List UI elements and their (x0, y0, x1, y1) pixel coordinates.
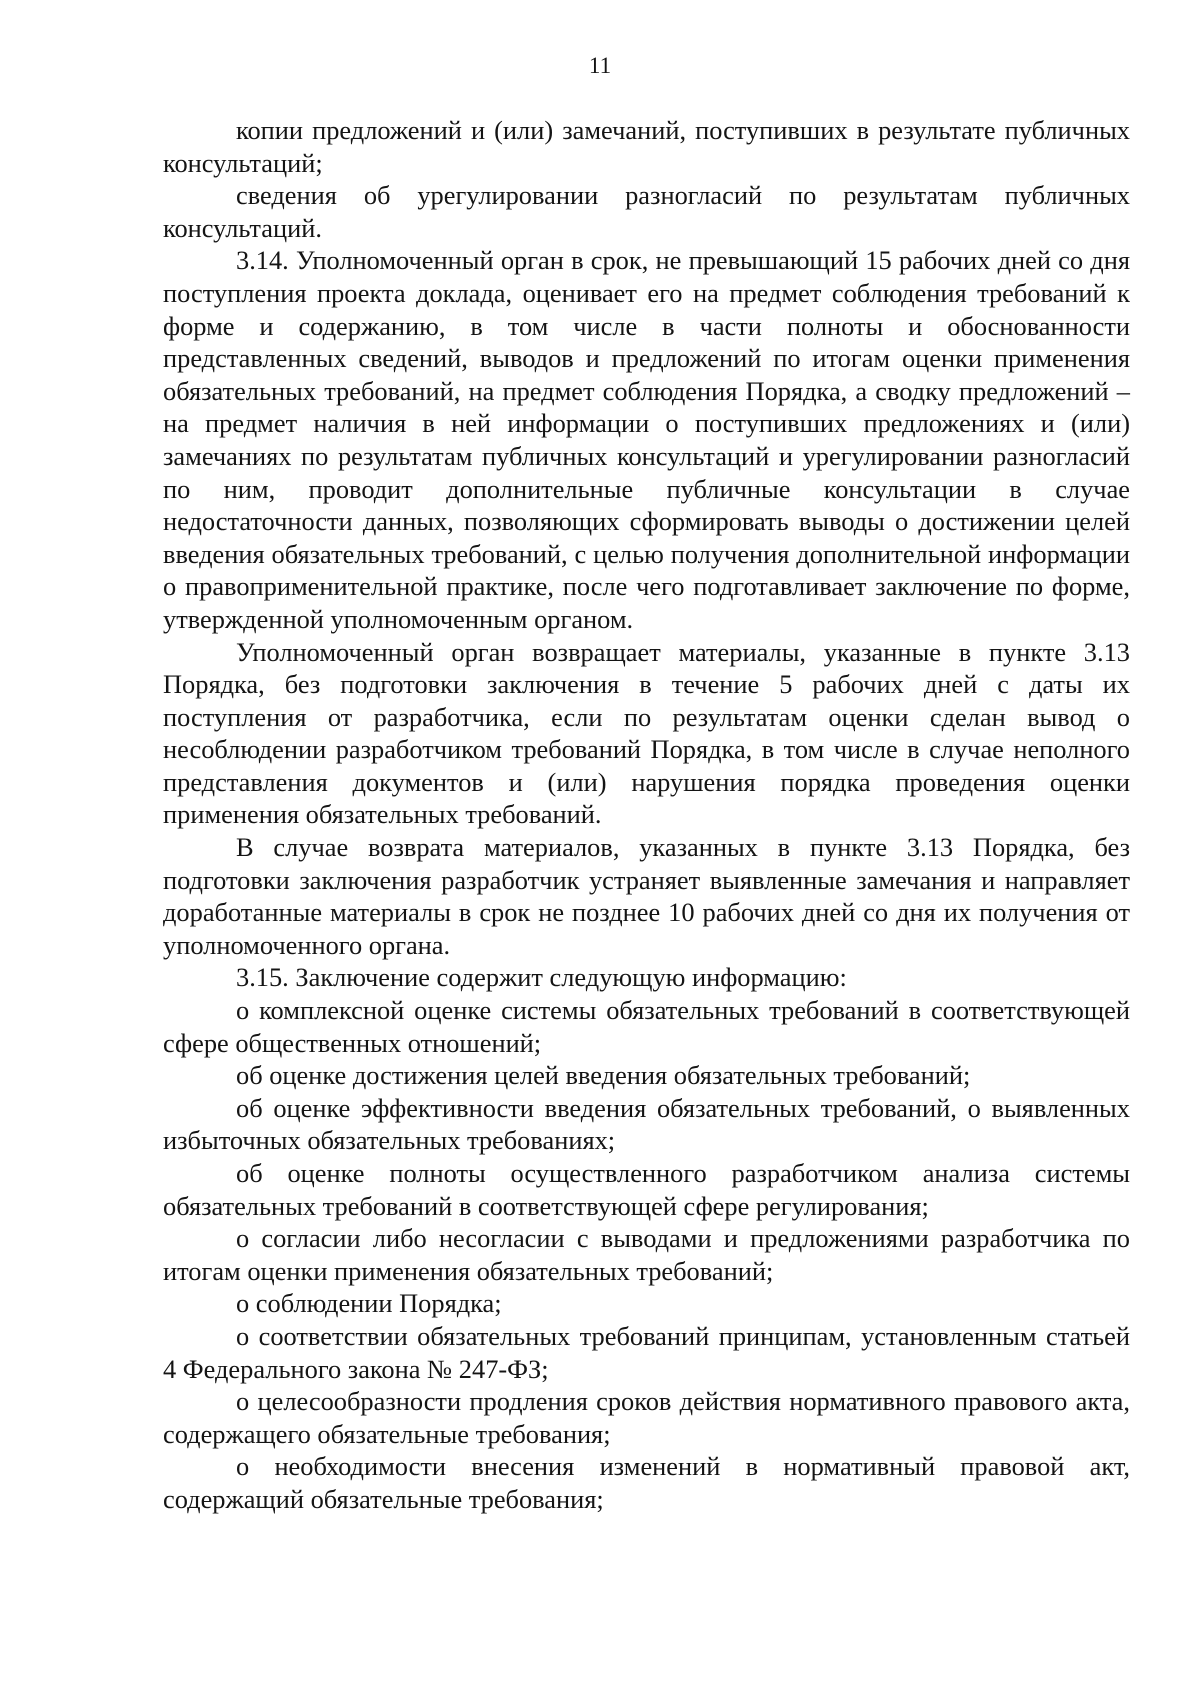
paragraph-3-14: 3.14. Уполномоченный орган в срок, не превышающий 15 рабочих дней со дня поступления проекта доклада, оценивает его на предмет соблюдения требований к форме и содержанию, в том числе в части полноты и обоснованности представленных сведений, выводов и предложений по итогам оценки применения обязательных требований, на предмет соблюдения Порядка, а сводку предложений – на предмет наличия в ней информации о поступивших предложениях и (или) замечаниях по результатам публичных консультаций и урегулировании разногласий по ним, проводит дополнительные публичные консультации в случае недостаточности данных, позволяющих сформировать выводы о достижении целей введения обязательных требований, с целью получения дополнительной информации о правоприменительной практике, после чего подготавливает заключение по форме, утвержденной уполномоченным органом. (163, 245, 1130, 634)
list-item-agreement: о согласии либо несогласии с выводами и предложениями разработчика по итогам оценки применения обязательных требований; (163, 1223, 1130, 1286)
page-number: 11 (588, 53, 612, 78)
document-body (163, 114, 1130, 1516)
paragraph-copies-of-proposals: копии предложений и (или) замечаний, поступивших в результате публичных консультаций; (163, 115, 1130, 178)
paragraph-3-15: 3.15. Заключение содержит следующую информацию: (236, 962, 847, 993)
paragraph-return-of-materials: Уполномоченный орган возвращает материалы, указанные в пункте 3.13 Порядка, без подготовки заключения в течение 5 рабочих дней с даты их поступления от разработчика, если по результатам оценки сделан вывод о несоблюдении разработчиком требований Порядка, в том числе в случае неполного представления документов и (или) нарушения порядка проведения оценки применения обязательных требований. (163, 636, 1130, 830)
list-item-analysis-completeness: об оценке полноты осуществленного разработчиком анализа системы обязательных требований в соответствующей сфере регулирования; (163, 1158, 1130, 1221)
list-item-procedure-compliance: о соблюдении Порядка; (236, 1288, 502, 1319)
list-item-effectiveness: об оценке эффективности введения обязательных требований, о выявленных избыточных обязательных требованиях; (163, 1092, 1130, 1156)
paragraph-settlement-of-disagreements: сведения об урегулировании разногласий по результатам публичных консультаций. (163, 180, 1130, 243)
list-item-comprehensive-assessment: о комплексной оценке системы обязательных требований в соответствующей сфере общественных отношений; (163, 995, 1130, 1058)
paragraph-case-of-return: В случае возврата материалов, указанных в пункте 3.13 Порядка, без подготовки заключения разработчик устраняет выявленные замечания и направляет доработанные материалы в срок не позднее 10 рабочих дней со дня их получения от уполномоченного органа. (163, 832, 1130, 960)
list-item-goal-achievement: об оценке достижения целей введения обязательных требований; (236, 1060, 971, 1091)
list-item-term-extension: о целесообразности продления сроков действия нормативного правового акта, содержащего обязательные требования; (163, 1386, 1130, 1449)
list-item-amendments-needed: о необходимости внесения изменений в нормативный правовой акт, содержащий обязательные требования; (163, 1451, 1130, 1514)
list-item-principles-compliance: о соответствии обязательных требований принципам, установленным статьей 4 Федерального закона № 247-ФЗ; (163, 1320, 1130, 1384)
